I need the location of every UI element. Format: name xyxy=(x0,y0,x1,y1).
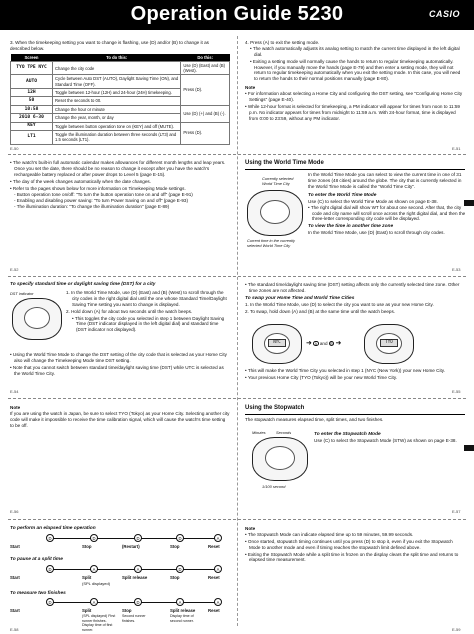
col-screen: Screen xyxy=(11,54,53,62)
page-number: E-58 xyxy=(10,627,19,632)
button-b-icon: B xyxy=(330,342,333,347)
step: 2. To swap, hold down (A) and (B) at the same time until the watch beeps. xyxy=(245,308,396,314)
screen-cell: 10:58 xyxy=(11,105,53,113)
col-todo: To do this: xyxy=(53,54,181,62)
watch-lcd: NYC xyxy=(268,339,285,347)
ref-item: - Enabling and disabling power saving: "To turn Power Saving on and off" (page E-93) xyxy=(14,198,189,204)
bullet: • Using the World Time Mode to change the DST setting of the city code that is selected as your Home City also will change the Timekeeping Mode time DST setting. xyxy=(10,352,230,364)
screen-cell: 50 xyxy=(11,97,53,105)
page-number: E-51 xyxy=(452,146,461,151)
table-row xyxy=(11,75,230,88)
section-tab xyxy=(464,445,474,451)
intro-text: The stopwatch measures elapsed time, split times, and two finishes. xyxy=(245,416,384,422)
ref-item: - Button operation tone on/off: "To turn the button operation tone on and off" (page E-91) xyxy=(14,192,193,198)
screen-cell: 12H xyxy=(11,88,53,96)
step: 1. In the World Time Mode, use (D) to select the city you want to use as your new Home City. xyxy=(245,301,434,307)
screen-cell: AUTO xyxy=(11,75,53,88)
flow-label: Reset xyxy=(208,608,220,613)
flow-sublabel: Second runner finishes. xyxy=(122,614,146,623)
button-a-icon: A xyxy=(214,534,222,542)
page-number: E-57 xyxy=(452,509,461,514)
flow-label: (Restart) xyxy=(122,544,140,549)
flow-elapsed xyxy=(10,534,230,554)
body-text: Use (C) to select the World Time Mode as shown on page E-38. xyxy=(308,198,438,204)
todo-cell: Change the year, month, or day xyxy=(53,114,181,122)
swap-arrow: ➜ A and B ➜ xyxy=(306,340,342,347)
flow-label: Start xyxy=(10,575,20,580)
page-number: E-55 xyxy=(452,389,461,394)
watch-illustration xyxy=(12,298,62,340)
page-e53 xyxy=(245,160,465,170)
flow-label: Stop xyxy=(82,544,92,549)
bullet: • Refer to the pages shown below for more information on Timekeeping Mode settings. xyxy=(10,186,230,192)
bullet: • The day of the week changes automatically when the date changes. xyxy=(10,179,230,185)
bullet: • The watch's built-in full automatic calendar makes allowances for different month lengths and leap years. Once you set the date, there should be no reason to change it except after you have the watch's rechargeable battery replaced or after power drops to Level 5 (page E-15). xyxy=(10,160,230,178)
world-time-text xyxy=(308,172,466,236)
column-divider xyxy=(237,36,238,626)
subheading: To specify standard time or daylight saving time (DST) for a city xyxy=(10,282,156,287)
body-text: In the World Time Mode, use (D) (East) to scroll through city codes. xyxy=(308,230,445,236)
dothis-cell: Press (D). xyxy=(181,122,230,144)
page-e52 xyxy=(10,160,230,210)
section-title: Using the Stopwatch xyxy=(245,405,465,415)
watch-face xyxy=(24,307,51,329)
flow-label: Reset xyxy=(208,575,220,580)
flow-label: Stop xyxy=(122,608,132,613)
page-e54 xyxy=(10,282,230,288)
flow-label: Split release xyxy=(170,608,196,613)
button-d-icon: D xyxy=(134,534,142,542)
dothis-cell: Press (D). xyxy=(181,75,230,105)
page-number: E-56 xyxy=(10,509,19,514)
page-e57 xyxy=(245,405,465,423)
page-number: E-54 xyxy=(10,389,19,394)
ref-item: - The illumination duration: "To change the illumination duration" (page E-89) xyxy=(14,204,170,210)
screen-cell: TYO TPE NYC xyxy=(11,62,53,75)
flow-sublabel: (SPL displayed) xyxy=(82,581,111,586)
flow-label: Start xyxy=(10,544,20,549)
watch-face xyxy=(260,200,290,225)
watch-illustration xyxy=(252,324,302,364)
swap-notes xyxy=(245,368,465,382)
bullet: • The Stopwatch Mode can indicate elapsed time up to 59 minutes, 59.99 seconds. xyxy=(245,532,465,538)
bullet: • Your previous Home City (TYO (Tokyo)) will be your new World Time City. xyxy=(245,375,465,381)
button-a-icon: A xyxy=(176,598,184,606)
table-row xyxy=(11,62,230,75)
button-a-icon: A xyxy=(134,565,142,573)
and-label: and xyxy=(319,341,328,346)
page-number: E-53 xyxy=(452,267,461,272)
button-a-icon: A xyxy=(90,598,98,606)
bullet: • Note that you cannot switch between standard time/daylight saving time (DST) while UTC is selected as the World Time City. xyxy=(10,365,230,377)
dothis-cell: Use (D) (+) and (B) (-). xyxy=(181,105,230,122)
casio-logo: CASIO xyxy=(428,9,460,19)
section-title: Using the World Time Mode xyxy=(245,160,465,170)
flow-label: Split release xyxy=(122,575,148,580)
flow-label: Reset xyxy=(208,544,220,549)
stopwatch-enter xyxy=(314,432,464,444)
button-d-icon: D xyxy=(46,565,54,573)
flow-label: Start xyxy=(10,608,20,613)
bullet: • This will make the World Time City you selected in step 1 (NYC (New York)) your new Home City. xyxy=(245,368,465,374)
page-e50 xyxy=(10,40,230,145)
bullet: • For information about selecting a Home City and configuring the DST setting, see "Configuring Home City Settings" (page E-40). xyxy=(245,91,465,103)
watch-lcd: TYO xyxy=(380,339,397,347)
screen-cell: 2010 6-30 xyxy=(11,114,53,122)
button-d-icon: D xyxy=(46,534,54,542)
button-d-icon: D xyxy=(90,534,98,542)
body-text: Use (C) to select the Stopwatch Mode (STW) as shown on page E-38. xyxy=(314,438,457,444)
flow-title-elapsed: To perform an elapsed time operation xyxy=(10,526,96,531)
flow-label: Stop xyxy=(170,544,180,549)
subheading: To swap your Home Time and World Time Cities xyxy=(245,295,355,301)
dothis-cell: Use (D) (East) and (B) (West). xyxy=(181,62,230,75)
step: 1. In the World Time Mode, use (D) (East) and (B) (West) to scroll through the city codes in the right digital dial until the one whose Standard Time/Daylight Saving Time setting you want to change is displayed. xyxy=(66,290,227,307)
bullet: • The standard time/daylight saving time (DST) setting affects only the currently selected time zone. Other time zones are not affected. xyxy=(245,282,465,294)
caption: Currently selected World Time City xyxy=(262,176,294,186)
button-d-icon: D xyxy=(134,598,142,606)
flow-label: Split xyxy=(82,575,92,580)
bullet: • The watch automatically adjusts its analog setting to match the current time displayed in the left digital dial. xyxy=(250,46,465,58)
button-a-icon: A xyxy=(214,565,222,573)
page-header xyxy=(0,0,474,30)
watch-illustration xyxy=(364,324,414,364)
note-heading: Note xyxy=(245,526,256,531)
page-number: E-50 xyxy=(10,146,19,151)
step: 2. Hold down (A) for about two seconds until the watch beeps. xyxy=(66,308,193,314)
button-a-icon: A xyxy=(314,342,318,347)
step-4-text: 4. Press (A) to exit the setting mode. xyxy=(245,40,320,45)
flow-sublabel: Display time of second runner. xyxy=(170,614,194,623)
subheading: To enter the Stopwatch Mode xyxy=(314,432,381,437)
bullet: • Once started, stopwatch timing continues until you press (D) to stop it, even if you exit the Stopwatch Mode to another mode and even if timing reaches the stopwatch limit defined above. xyxy=(245,539,465,551)
flow-label: Stop xyxy=(170,575,180,580)
todo-cell: Change the city code xyxy=(53,62,181,75)
flow-sublabel: (SPL displayed) First runner finishes. Display time of first runner. xyxy=(82,614,116,632)
watch-face xyxy=(265,446,295,470)
screen-cell: KEY xyxy=(11,122,53,130)
caption: Seconds xyxy=(276,430,292,435)
bullet: • Exiting the Stopwatch Mode while a split time is frozen on the display clears the split time and returns to elapsed time measurement. xyxy=(245,552,465,564)
table-row xyxy=(11,105,230,113)
subheading: To view the time in another time zone xyxy=(308,224,394,230)
bullet: • Exiting a setting mode will normally cause the hands to return to regular timekeeping automatically. However, if you manually move the hands (page E-79) and then enter a setting mode, they will not return to regular timekeeping automatically when you exit the setting mode. In this case, you will need to return the hands to their normal positions manually (page E-80). xyxy=(250,59,465,83)
button-d-icon: D xyxy=(176,565,184,573)
settings-table xyxy=(10,54,230,145)
todo-cell: Toggle the illumination duration between three seconds (LT3) and 1.5 seconds (LT1). xyxy=(53,131,181,144)
caption: DST indicator xyxy=(10,291,34,296)
todo-cell: Cycle between Auto DST (AUTO), Daylight Saving Time (ON), and Standard Time (OFF). xyxy=(53,75,181,88)
caption: Minutes xyxy=(252,430,266,435)
bullet: • This toggles the city code you selected in step 1 between Daylight Saving Time (DST indicator displayed in the left digital dial) and standard time (DST indicator not displayed). xyxy=(72,316,230,334)
note-heading: Note xyxy=(245,85,256,91)
button-d-icon: D xyxy=(46,598,54,606)
watch-illustration xyxy=(247,190,303,236)
todo-cell: Toggle between button operation tone on (KEY) and off (MUTE). xyxy=(53,122,181,130)
button-a-icon: A xyxy=(90,565,98,573)
todo-cell: Toggle between 12-hour (12H) and 24-hour (24H) timekeeping. xyxy=(53,88,181,96)
page-title: Operation Guide 5230 xyxy=(130,3,344,25)
flow-split xyxy=(10,565,230,587)
screen-cell: LT1 xyxy=(11,131,53,144)
page-e51 xyxy=(245,40,465,122)
page-e56 xyxy=(10,405,230,429)
watch-illustration xyxy=(252,437,308,481)
col-dothis: Do this: xyxy=(181,54,230,62)
note-text: If you are using the watch in Japan, be sure to select TYO (Tokyo) as your Home City. Selecting another city code will make it impossible to receive the time calibration signal, which will cause the watch's time setting to be off. xyxy=(10,410,230,428)
caption: Current time in the currently selected World Time City xyxy=(247,238,296,248)
flow-label: Split xyxy=(82,608,92,613)
todo-cell: Reset the seconds to 00. xyxy=(53,97,181,105)
page-number: E-59 xyxy=(452,627,461,632)
flow-title-split: To pause at a split time xyxy=(10,557,63,562)
caption: 1/100 second xyxy=(262,484,286,489)
intro-text: In the World Time Mode you can select to view the current time in one of 31 time zones (48 cities) around the globe. The city that is currently selected in the World Time Mode is called the "World Time City". xyxy=(308,172,462,189)
subheading: To enter the World Time Mode xyxy=(308,192,377,198)
button-d-icon: D xyxy=(176,534,184,542)
flow-title-finishes: To measure two finishes xyxy=(10,591,66,596)
dst-notes xyxy=(10,352,230,378)
page-number: E-52 xyxy=(10,267,19,272)
button-a-icon: A xyxy=(214,598,222,606)
table-row xyxy=(11,122,230,130)
step-3-text: 3. When the timekeeping setting you want to change is flashing, use (D) and/or (B) to change it as described below. xyxy=(10,40,209,51)
note-heading: Note xyxy=(10,405,21,410)
bullet: • While 12-hour format is selected for timekeeping, a PM indicator will appear for times from noon to 11:59 p.m. No indicator appears for times from midnight to 11:59 a.m. With 24-hour format, time is displayed from 0:00 to 23:59, without any PM indicator. xyxy=(245,104,465,122)
todo-cell: Change the hour or minute xyxy=(53,105,181,113)
page-e55 xyxy=(245,282,465,316)
bullet: • The right digital dial will show WT for about one second. After that, the city code and city name will scroll once across the right digital dial, and then the three-letter corresponding city code will be displayed. xyxy=(308,205,466,223)
page-e59 xyxy=(245,526,465,564)
dst-steps xyxy=(66,290,230,334)
